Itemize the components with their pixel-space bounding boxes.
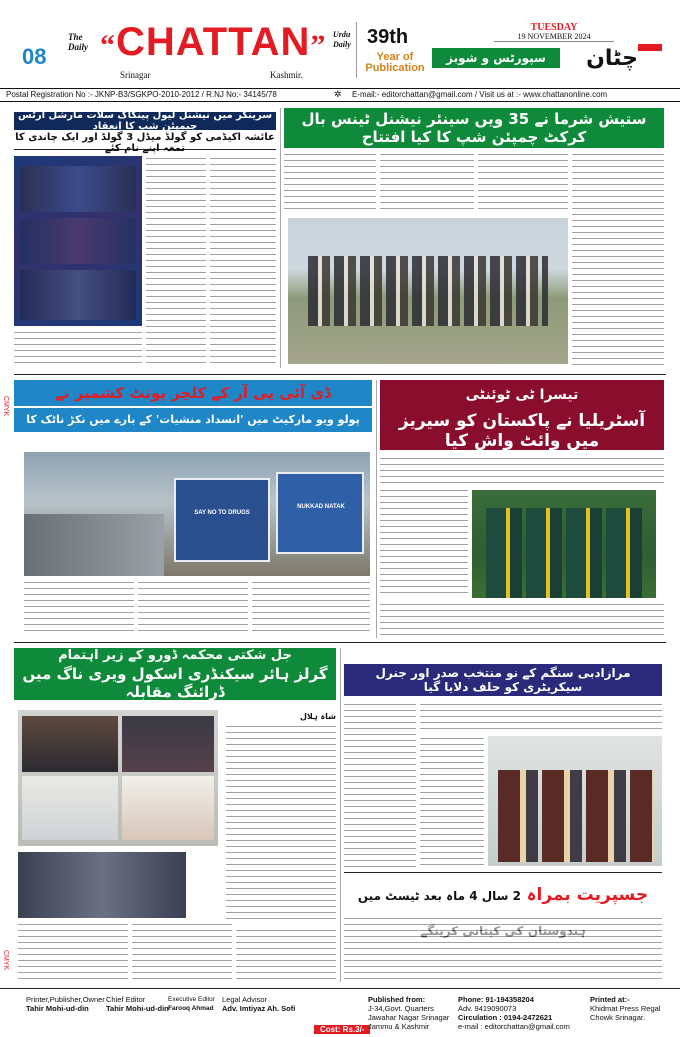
- sports-showbiz-band: سپورٹس و شوبز: [432, 48, 560, 68]
- story2-text-col: [478, 152, 568, 212]
- photo-inset: [122, 776, 214, 840]
- the-daily-label: The Daily: [68, 32, 88, 52]
- cmyk-mark: CMYK: [2, 950, 9, 971]
- photo-group-row: [20, 218, 136, 264]
- published-line3: Jammu & Kashmir: [368, 1022, 430, 1031]
- story1-headline: سرینگر میں نیشنل لیول پینکاک سلات مارشل آرٹس چیمپئن شپ کا انعقاد: [14, 112, 276, 130]
- story6-text-col: [344, 702, 416, 868]
- photo-group-row: [20, 270, 136, 320]
- story3-headline-text: ڈی آئی پی آر کے کلچر یونٹ کشمیر نے: [55, 384, 331, 402]
- story5-headline-line2: گرلز ہائر سیکنڈری اسکول ویری ناگ میں ڈرائنگ مقابلہ: [22, 665, 328, 701]
- story5-text-col: [226, 724, 336, 924]
- legal-name: Adv. Imtiyaz Ah. Sofi: [222, 1004, 296, 1013]
- story7-headline-rest: 2 سال 4 ماہ بعد ٹیسٹ میں: [357, 889, 522, 903]
- cost-badge: Cost: Rs.3/-: [314, 1025, 370, 1034]
- imprint-footer: [0, 988, 680, 1037]
- story3-text-col: [24, 580, 134, 636]
- info-bar: [0, 88, 680, 102]
- open-quote-glyph: “: [100, 29, 116, 62]
- banner-text: NUKKAD NATAK: [297, 504, 345, 510]
- footer-contacts: [458, 995, 588, 1031]
- city-left: Srinagar: [120, 70, 151, 80]
- story1-text-col: [14, 330, 142, 364]
- footer-chief-editor: [106, 995, 170, 1013]
- story3-headline: [14, 380, 372, 406]
- story2-headline: ستیش شرما نے 35 ویں سینئر نیشنل ٹینس بال کرکٹ چمپئن شپ کا کیا افتتاح: [284, 108, 664, 148]
- published-label: Published from:: [368, 995, 426, 1004]
- date-label: 19 NOVEMBER 2024: [494, 32, 614, 42]
- story3-text-col: [138, 580, 248, 636]
- story1-text-col: [146, 156, 206, 364]
- year-number: 39th: [367, 26, 409, 48]
- photo-people-row: [308, 256, 548, 326]
- story1-subheadline: عائشہ اکیڈمی کو گولڈ میڈل 3 گولڈ اور ایک چاندی کا تمغہ اپنے نام کئے: [15, 132, 275, 154]
- cmyk-mark: CMYK: [2, 396, 9, 417]
- story5-headline: [14, 648, 336, 700]
- story5-text-col: [132, 922, 232, 982]
- story1-text-col: [210, 156, 276, 364]
- section-rule: [14, 374, 666, 375]
- phone: Phone: 91-194358204: [458, 995, 534, 1004]
- story2-text-col: [572, 152, 664, 368]
- street-inset: [24, 514, 164, 576]
- drug-awareness-banner: [174, 478, 270, 562]
- story6-text-col: [420, 702, 662, 732]
- printer-name: Tahir Mohi-ud-din: [26, 1004, 89, 1013]
- printed-label: Printed at:-: [590, 995, 630, 1004]
- column-rule: [376, 380, 377, 638]
- story7-headline: [344, 878, 662, 912]
- circulation: Circulation : 0194-2472621: [458, 1013, 553, 1022]
- story4-text-col: [380, 488, 468, 598]
- paper-name: [100, 20, 326, 65]
- story4-text-col: [380, 602, 664, 636]
- paper-name-text: CHATTAN: [116, 20, 311, 64]
- banner-text: SAY NO TO DRUGS: [194, 510, 250, 516]
- story4-photo: [472, 490, 656, 598]
- story1-photo: [14, 156, 142, 326]
- story5-text-col: [18, 922, 128, 982]
- urdu-logo: چٹان: [586, 46, 638, 71]
- column-rule: [340, 648, 341, 982]
- page-number: 08: [22, 44, 47, 69]
- contact-email-website: E-mail:- editorchattan@gmail.com / Visit us at :- www.chattanonline.com: [352, 90, 608, 99]
- photo-inset: [22, 716, 118, 772]
- published-line2: Jawahar Nagar Srinagar: [368, 1013, 450, 1022]
- chief-label: Chief Editor: [106, 995, 146, 1004]
- footer-email: e-mail : editorchattan@gmail.com: [458, 1022, 570, 1031]
- close-quote-glyph: ”: [310, 29, 327, 62]
- story6-photo: [488, 736, 662, 866]
- legal-label: Legal Advisor: [222, 995, 268, 1004]
- footer-legal-advisor: [222, 995, 314, 1013]
- urdu-daily-label: Urdu Daily: [333, 30, 351, 49]
- photo-inset: [22, 776, 118, 840]
- footer-executive-editor: [168, 995, 224, 1013]
- story6-text-col: [420, 736, 484, 866]
- footer-printed-at: [590, 995, 676, 1022]
- story3-subheadline: پولو ویو مارکیٹ میں 'انسداد منشیات' کے بارے میں نکڑ ناٹک کا انعقاد کیا: [14, 408, 372, 432]
- story5-byline: شاہ ہلال: [299, 712, 336, 721]
- story5-text-col: [236, 928, 336, 982]
- story4-text-col: [380, 456, 664, 486]
- story5-headline-line1: جل شکتی محکمہ ڈورو کے زیر اہتمام: [58, 648, 292, 663]
- story2-text-col: [284, 152, 376, 212]
- story4-headline: آسٹریلیا نے پاکستان کو سیریز میں وائٹ واش کیا: [380, 410, 664, 450]
- postal-registration: Postal Registration No :- JKNP-B3/SGKPO-2010-2012 / R.NJ No:- 34145/78: [6, 90, 277, 99]
- story3-photo: [24, 452, 370, 576]
- city-right: Kashmir.: [270, 70, 303, 80]
- story4-tag: تیسرا ٹی ٹوئنٹی: [380, 380, 664, 410]
- chief-name: Tahir Mohi-ud-din: [106, 1004, 169, 1013]
- exec-label: Executive Editor: [168, 996, 215, 1003]
- story7-headline-red: جسپریت بمراہ: [526, 885, 649, 905]
- masthead-divider: [356, 22, 357, 78]
- nukkad-natak-banner: [276, 472, 364, 554]
- photo-inset: [122, 716, 214, 772]
- story5-photo-bottom: [18, 852, 186, 918]
- exec-name: Farooq Ahmad: [168, 1005, 214, 1012]
- story6-headline: مرازادبی سنگم کے نو منتخب صدر اور جنرل سیکریٹری کو حلف دلایا گیا: [344, 664, 662, 696]
- photo-players: [486, 508, 644, 598]
- printed-line2: Chowk Srinagar.: [590, 1013, 646, 1022]
- story2-text-col: [380, 152, 474, 212]
- day-label: TUESDAY: [530, 22, 578, 33]
- section-rule: [344, 872, 662, 873]
- photo-people-row: [498, 770, 654, 862]
- photo-group-row: [20, 166, 136, 212]
- adv-phone: Adv. 9419090073: [458, 1004, 517, 1013]
- footer-printer: [26, 995, 105, 1013]
- published-line1: J-34,Govt. Quarters: [368, 1004, 434, 1013]
- section-rule: [14, 642, 666, 643]
- printed-line1: Khidmat Press Regal: [590, 1004, 661, 1013]
- story2-photo: [288, 218, 568, 364]
- story5-photo-top: [18, 710, 218, 846]
- story3-text-col: [252, 580, 370, 636]
- column-rule: [280, 108, 281, 368]
- masthead: [0, 0, 680, 88]
- footer-published-from: [368, 995, 454, 1031]
- printer-label: Printer,Publisher,Owner: [26, 995, 105, 1004]
- story7-text-col: [344, 916, 662, 982]
- year-of-publication: Year of Publication: [365, 51, 425, 74]
- sun-icon: ✲: [334, 89, 342, 99]
